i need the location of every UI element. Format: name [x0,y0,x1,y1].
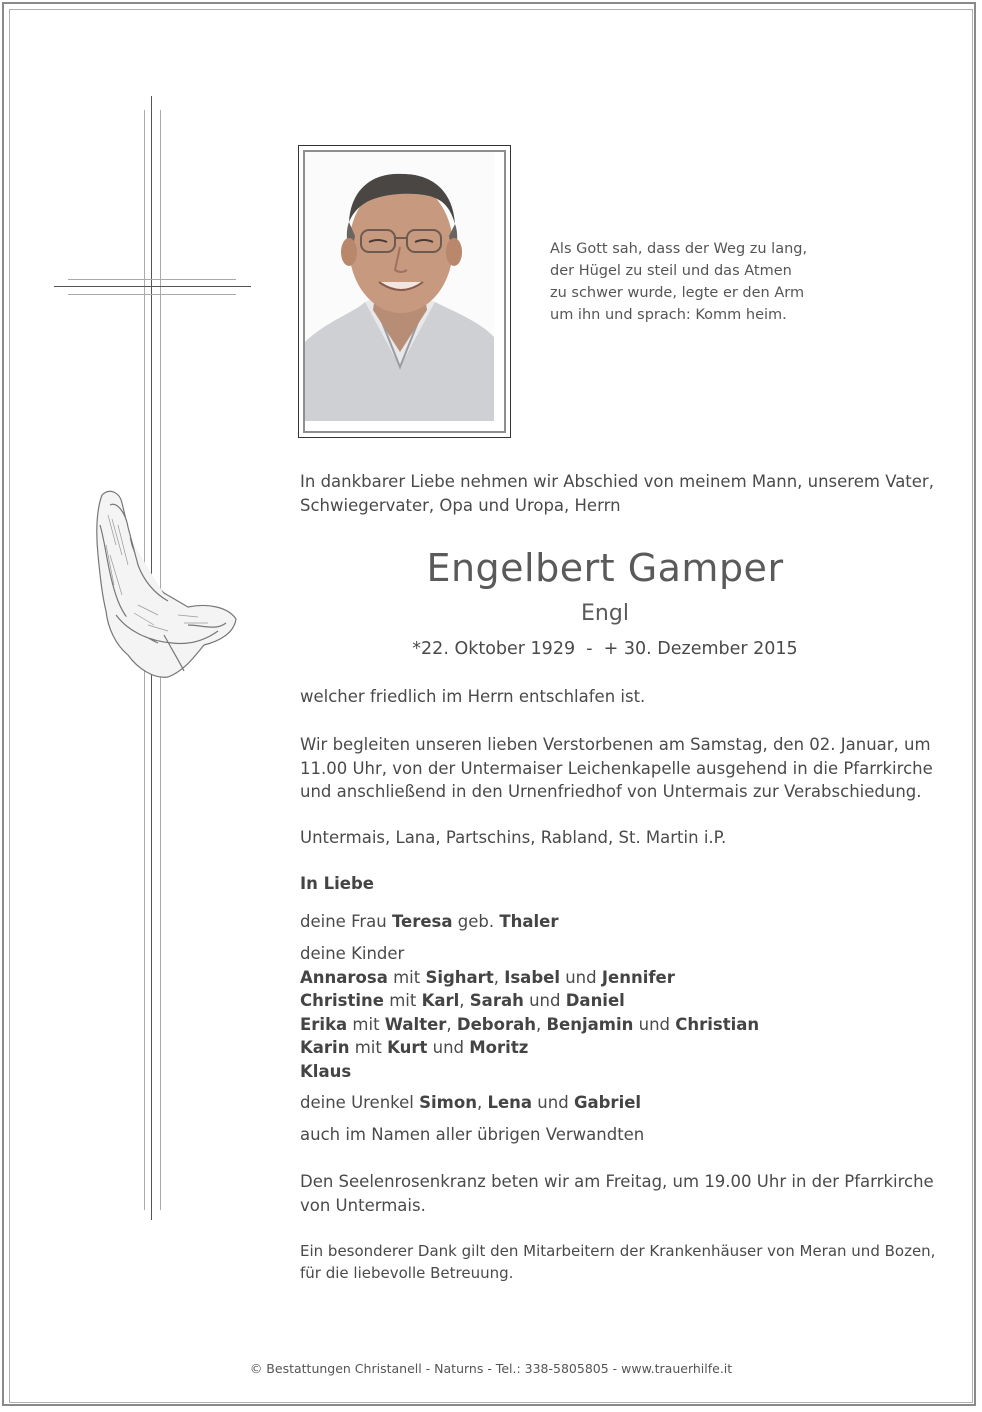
places-text: Untermais, Lana, Partschins, Rabland, St. Martin i.P. [300,828,727,847]
portrait-photo-frame [298,145,511,438]
praying-hands-icon [88,485,240,681]
funeral-line: und anschließend in den Urnenfriedhof von Untermais zur Verabschiedung. [300,782,922,801]
poem-line: der Hügel zu steil und das Atmen [550,263,792,279]
greatgrandchildren-line: deine Urenkel Simon, Lena und Gabriel [300,1093,642,1112]
rosary-line: Den Seelenrosenkranz beten wir am Freitag, um 19.00 Uhr in der Pfarrkirche [300,1172,934,1191]
life-dates: *22. Oktober 1929 - + 30. Dezember 2015 [412,639,798,659]
thanks-line: Ein besonderer Dank gilt den Mitarbeitern der Krankenhäuser von Meran und Bozen, [300,1242,936,1260]
portrait-photo [305,152,504,431]
thanks-text [300,1240,935,1284]
child-family-line: Erika mit Walter, Deborah, Benjamin und Christian [300,1014,760,1034]
relatives-text: auch im Namen aller übrigen Verwandten [300,1125,645,1144]
child-family-line: Karin mit Kurt und Moritz [300,1038,529,1057]
poem-line: um ihn und sprach: Komm heim. [550,307,787,323]
passed-text: welcher friedlich im Herrn entschlafen ist. [300,687,646,706]
poem-line: Als Gott sah, dass der Weg zu lang, [550,241,808,257]
wife-maiden-name: Thaler [499,912,559,931]
intro-line: In dankbarer Liebe nehmen wir Abschied von meinem Mann, unserem Vater, [300,472,934,491]
wife-name: Teresa [391,912,453,931]
poem [550,238,850,326]
child-family-line: Klaus [300,1061,352,1081]
in-liebe-heading: In Liebe [300,874,374,893]
child-family-line: Annarosa mit Sighart, Isabel und Jennifer [300,967,675,987]
intro-line: Schwiegervater, Opa und Uropa, Herrn [300,495,621,515]
rosary-text [300,1170,934,1217]
rosary-line: von Untermais. [300,1195,426,1215]
funeral-text [300,733,933,804]
intro-text [300,470,934,517]
funeral-line: Wir begleiten unseren lieben Verstorbenen am Samstag, den 02. Januar, um [300,735,931,754]
child-family-line: Christine mit Karl, Sarah und Daniel [300,991,625,1010]
children-label: deine Kinder [300,944,405,963]
poem-line: zu schwer wurde, legte er den Arm [550,285,805,301]
thanks-line: für die liebevolle Betreuung. [300,1264,514,1282]
wife-line: deine Frau Teresa geb. Thaler [300,912,559,931]
funeral-line: 11.00 Uhr, von der Untermaiser Leichenkapelle ausgehend in die Pfarrkirche [300,758,933,778]
children-block [300,942,759,1083]
deceased-nickname: Engl [581,601,629,626]
footer-credit: © Bestattungen Christanell - Naturns - Tel.: 338-5805805 - www.trauerhilfe.it [249,1361,733,1376]
deceased-name: Engelbert Gamper [426,546,784,590]
